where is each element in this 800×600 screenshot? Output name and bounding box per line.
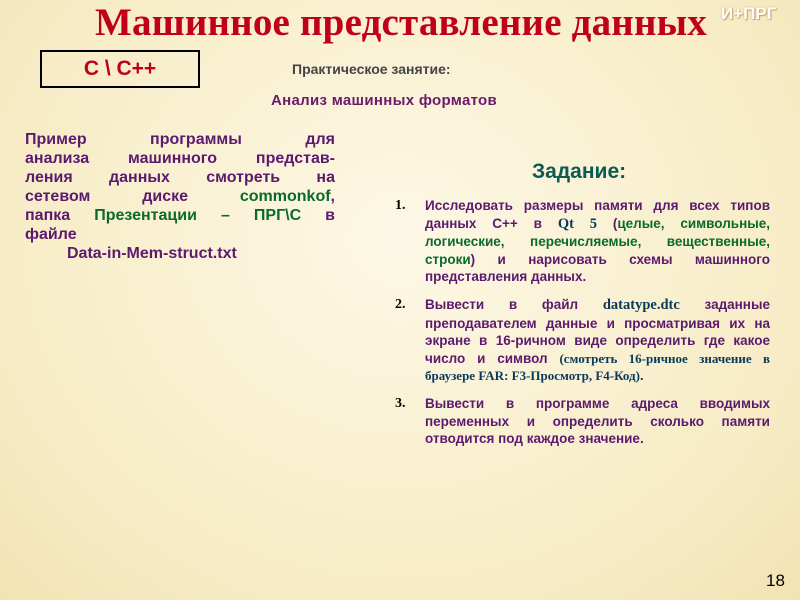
example-line: [25, 206, 335, 225]
data-types: целые, символьные, логические, перечисляемые, вещественные, строки: [425, 215, 771, 267]
task-item: [395, 395, 770, 448]
example-line: Пример программы для: [25, 131, 335, 148]
example-text: в: [301, 207, 336, 224]
course-badge: И+ПРГ: [721, 4, 777, 23]
task-body: Вывести в программе адреса вводимых переменных и определить сколько памяти отводится под каждое значение.: [425, 395, 770, 447]
far-hint: (смотреть 16-ричное значение в браузере FAR: F3-Просмотр, F4-Код): [425, 350, 770, 384]
task-text: Исследовать размеры памяти для всех типов данных С++ в: [425, 198, 770, 231]
task-number: 3.: [395, 395, 406, 411]
folder-path: Презентации – ПРГ\С: [94, 207, 302, 224]
task-text: заданные преподавателем данные и просматривая их на экране в 16-ричном виде определить где какое число и символ: [425, 296, 770, 366]
task-text: Вывести в файл: [425, 296, 603, 312]
task-item: [395, 197, 770, 286]
example-text: сетевом диске: [25, 188, 240, 205]
task-heading: Задание:: [532, 160, 627, 183]
example-text: папка: [25, 207, 95, 224]
language-label: C \ C++: [83, 57, 157, 80]
qt-version: Qt 5: [557, 215, 597, 232]
task-text: (: [596, 215, 618, 231]
task-text: ) и нарисовать схемы машинного представления данных.: [425, 251, 770, 285]
page-title: Машинное представление данных: [95, 1, 707, 44]
task-text: .: [639, 368, 644, 384]
language-box: [40, 50, 200, 88]
practical-label: Практическое занятие:: [292, 61, 451, 77]
task-list: [395, 197, 770, 458]
analysis-label: Анализ машинных форматов: [271, 92, 498, 109]
example-line: ления данных смотреть на: [25, 169, 335, 186]
example-paragraph: [25, 130, 335, 263]
example-text: ,: [330, 188, 335, 205]
example-line: [25, 187, 335, 206]
task-body: [425, 197, 770, 286]
example-line: анализа машинного представ-: [25, 150, 335, 167]
disk-name: commonkof: [239, 188, 331, 205]
file-name: datatype.dtc: [602, 296, 680, 313]
task-body: [425, 296, 770, 385]
example-filename: Data-in-Mem-struct.txt: [67, 245, 237, 262]
task-item: [395, 296, 770, 385]
task-number: 2.: [395, 296, 406, 312]
example-line: файле: [25, 226, 77, 243]
page-number: 18: [766, 571, 785, 590]
task-number: 1.: [395, 198, 406, 213]
